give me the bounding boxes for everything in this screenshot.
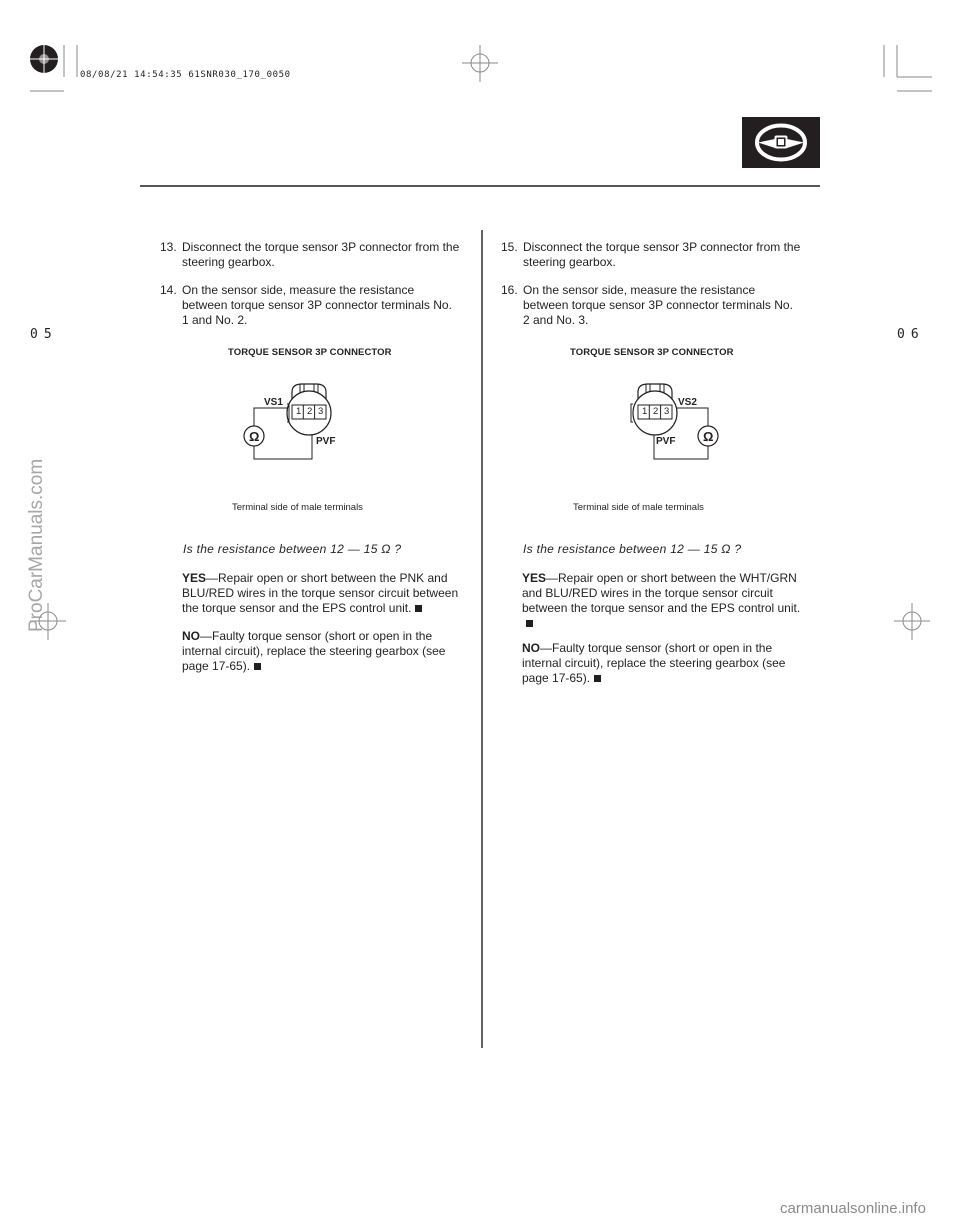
answer-no-label: NO [182,629,200,643]
step-14 [160,283,460,328]
step-text: On the sensor side, measure the resistance between torque sensor 3P connector terminals No. 2 and No. 3. [523,283,793,327]
connector-diagram-left [240,380,350,470]
ohmmeter-symbol: Ω [249,429,260,444]
answer-no [522,641,807,686]
answer-yes [182,571,472,616]
terminal-label-pvf: PVF [316,436,336,447]
pin-3: 3 [318,406,324,417]
answer-yes [522,571,807,631]
end-mark-icon [594,675,601,682]
pin-1: 1 [642,406,648,417]
step-number: 13. [160,240,177,254]
answer-no-text: Faulty torque sensor (short or open in the internal circuit), replace the steering gearbox (see page 17-65). [522,641,786,685]
page-number-left: 05 [30,327,58,342]
steering-wheel-icon [742,117,820,168]
end-mark-icon [526,620,533,627]
print-timestamp: 08/08/21 14:54:35 61SNR030_170_0050 [80,70,291,80]
registration-target-right [894,603,930,640]
step-text: On the sensor side, measure the resistance between torque sensor 3P connector terminals No. 1 and No. 2. [182,283,452,327]
side-watermark: ProCarManuals.com [26,458,47,632]
figure-caption: Terminal side of male terminals [232,502,363,513]
page-number-right: 06 [897,327,925,342]
inspection-question: Is the resistance between 12 — 15 Ω ? [183,542,402,556]
inspection-question: Is the resistance between 12 — 15 Ω ? [523,542,742,556]
step-text: Disconnect the torque sensor 3P connector from the steering gearbox. [182,240,460,269]
pin-3: 3 [664,406,670,417]
terminal-label-vs2: VS2 [678,397,697,408]
step-13 [160,240,460,270]
answer-yes-label: YES [182,571,207,585]
answer-no-label: NO [522,641,540,655]
ohmmeter-symbol: Ω [703,429,714,444]
figure-title: TORQUE SENSOR 3P CONNECTOR [228,347,392,358]
dash: — [546,571,559,585]
step-number: 14. [160,283,177,297]
terminal-label-pvf: PVF [656,436,676,447]
end-mark-icon [254,663,261,670]
answer-no-text: Faulty torque sensor (short or open in the internal circuit), replace the steering gearbox (see page 17-65). [182,629,446,673]
step-number: 16. [501,283,518,297]
step-text: Disconnect the torque sensor 3P connector from the steering gearbox. [523,240,801,269]
answer-yes-label: YES [522,571,547,585]
dash: — [200,629,212,643]
bottom-watermark: carmanualsonline.info [780,1200,926,1217]
dash: — [206,571,219,585]
end-mark-icon [415,605,422,612]
pin-2: 2 [307,406,313,417]
pin-2: 2 [653,406,659,417]
answer-yes-text: Repair open or short between the PNK and BLU/RED wires in the torque sensor circuit between the torque sensor and the EPS control unit. [182,571,459,615]
answer-yes-text: Repair open or short between the WHT/GRN and BLU/RED wires in the torque sensor circuit between the torque sensor and the EPS control unit. [522,571,801,615]
figure-title: TORQUE SENSOR 3P CONNECTOR [570,347,734,358]
registration-target-top-left [30,45,58,73]
terminal-label-vs1: VS1 [264,397,283,408]
step-15 [501,240,801,270]
figure-caption: Terminal side of male terminals [573,502,704,513]
connector-diagram-right [612,380,722,470]
step-16 [501,283,801,328]
answer-no [182,629,472,674]
pin-1: 1 [296,406,302,417]
registration-target-top-center [462,45,498,82]
step-number: 15. [501,240,518,254]
dash: — [540,641,552,655]
